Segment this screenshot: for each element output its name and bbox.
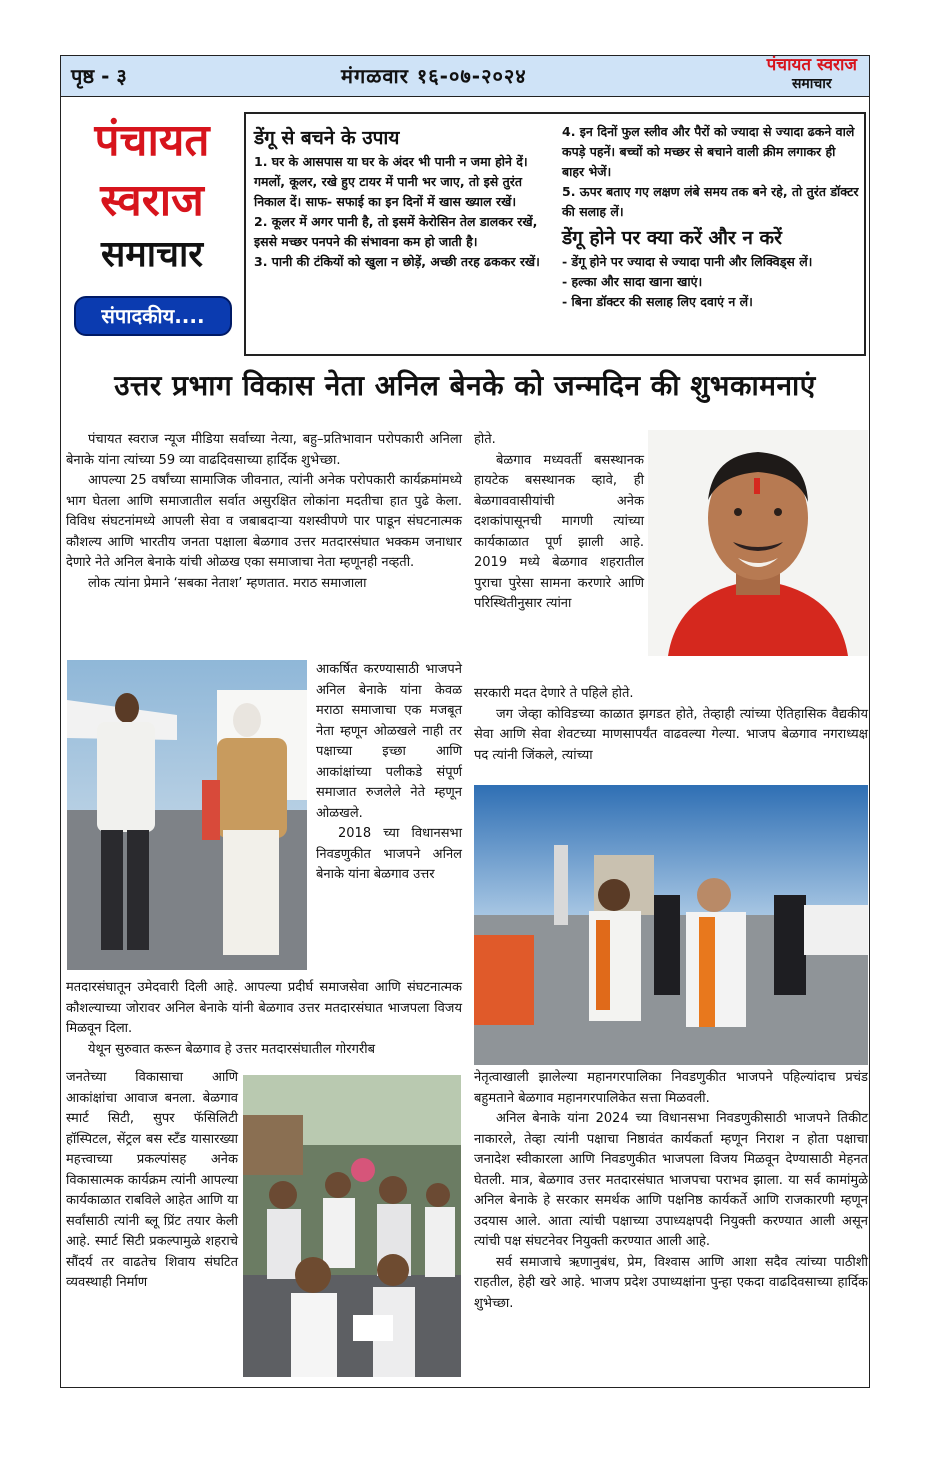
article-paragraph: पंचायत स्वराज न्यूज मीडिया सर्वाच्या नेत्या, बहु–प्रतिभावान परोपकारी अनिला बेनाके यांना त्यांच्या 59 व्या वाढदिवसाच्या हार्दिक शुभेच्छा. (66, 432, 462, 468)
page-number: पृष्ठ - ३ (71, 64, 127, 88)
article-paragraph: बेळगाव मध्यवर्ती बसस्थानक हायटेक बसस्थानक व्हावे, ही बेळगाववासीयांची अनेक दशकांपासूनची मागणी त्यांच्या कार्यकाळात पूर्ण झाली आहे. 2019 मध्ये बेळगाव शहरातील पुराचा पुरेसा सामना करणारे आणि परिस्थितीनुसार त्यांना (474, 452, 644, 611)
article-paragraph: आपल्या 25 वर्षांच्या सामाजिक जीवनात, त्यांनी अनेक परोपकारी कार्यक्रमांमध्ये भाग घेतला आणि समाजातील सर्वात असुरक्षित लोकांना मदतीचा हात पुढे केला. विविध संघटनांमध्ये आपली सेवा व जबाबदाऱ्या यशस्वीपणे पार पाडून संघटनात्मक कौशल्य आणि भारतीय जनता पक्षाला बेळगाव उत्तर मतदारसंघात भक्कम जनाधार देणारे नेते अनिल बेनाके यांची ओळख एका समाजाचा नेता म्हणूनही नव्हती. (66, 473, 462, 570)
article-paragraph: सरकारी मदत देणारे ते पहिले होते. (474, 686, 634, 701)
page-header (61, 56, 869, 97)
issue-date: मंगळवार १६-०७-२०२४ (341, 64, 527, 88)
article-paragraph: येथून सुरुवात करून बेळगाव हे उत्तर मतदारसंघातील गोरगरीब (88, 1041, 376, 1057)
dengue-tip: 5. ऊपर बताए गए लक्षण लंबे समय तक बने रहे, तो तुरंत डॉक्टर की सलाह लें। (562, 184, 859, 219)
dengue-tip: 3. पानी की टंकियों को खुला न छोड़ें, अच्छी तरह ढककर रखें। (254, 254, 540, 269)
header-brand-line2: समाचार (791, 76, 832, 92)
article-paragraph: होते. (474, 432, 496, 447)
dengue-tip: 2. कूलर में अगर पानी है, तो इसमें केरोसिन तेल डालकर रखें, इससे मच्छर पनपने की संभावना कम हो जाती है। (254, 214, 538, 249)
editorial-badge: संपादकीय.... (74, 296, 232, 336)
article-headline: उत्तर प्रभाग विकास नेता अनिल बेनके को जन्मदिन की शुभकामनाएं (114, 369, 816, 402)
article-paragraph: सर्व समाजाचे ऋणानुबंध, प्रेम, विश्वास आणि आशा सदैव त्यांच्या पाठीशी राहतील, हेही खरे आहे. भाजप प्रदेश उपाध्यक्षांना पुन्हा एकदा वाढदिवसाच्या हार्दिक शुभेच्छा. (474, 1254, 868, 1311)
masthead-line3: समाचार (100, 234, 204, 275)
article-paragraph: लोक त्यांना प्रेमाने ‘सबका नेताश’ म्हणतात. मराठ समाजाला (88, 575, 367, 591)
article-paragraph: अनिल बेनाके यांना 2024 च्या विधानसभा निवडणुकीसाठी भाजपने तिकीट नाकारले, तेव्हा त्यांनी पक्षाचा निष्ठावंत कार्यकर्ता म्हणून निराश न होता पक्षाचा जनादेश स्वीकारला आणि निवडणुकीत भाजपला विजय मिळवून देण्यासाठी मेहनत घेतली. मात्र, बेळगाव उत्तर मतदारसंघात भाजपचा पराभव झाला. या सर्व कामांमुळे अनिल बेनाके हे सरकार समर्थक आणि पक्षनिष्ठ कार्यकर्ते आणि राजकारणी म्हणून उदयास आले. आता त्यांची पक्षाच्या उपाध्यक्षपदी नियुक्ती करण्यात आली असून त्यांची पक्ष संघटनेवर नियुक्ती करण्यात आली आहे. (474, 1111, 868, 1249)
article-col1-top (66, 430, 462, 594)
article-col2-bottom (474, 1068, 868, 1314)
dengue-do: - हल्का और सादा खाना खाएं। (562, 274, 703, 289)
article-paragraph: नेतृत्वाखाली झालेल्या महानगरपालिका निवडणुकीत भाजपने पहिल्यांदाच प्रचंड बहुमताने बेळगाव महानगरपालिकेत सत्ता मिळवली. (474, 1070, 868, 1106)
header-brand (767, 56, 857, 94)
article-col1-bottom (66, 1068, 238, 1294)
article-paragraph: 2018 च्या विधानसभा निवडणुकीत भाजपने अनिल बेनाके यांना बेळगाव उत्तर (316, 826, 462, 882)
article-col2-mid (474, 684, 868, 766)
article-paragraph: जनतेच्या विकासाचा आणि आकांक्षांचा आवाज बनला. बेळगाव स्मार्ट सिटी, सुपर फॅसिलिटी हॉस्पिटल, सेंट्रल बस स्टँड यासारख्या महत्त्वाच्या प्रकल्पांसह अनेक विकासात्मक कार्यक्रम त्यांनी आपल्या कार्यकाळात राबविले आहेत आणि या सर्वांसाठी त्यांनी ब्लू प्रिंट तयार केली आहे. स्मार्ट सिटी प्रकल्पामुळे शहराचे सौंदर्य तर वाढतेच शिवाय संघटित व्यवस्थाही निर्माण (66, 1070, 238, 1290)
masthead-line2: स्वराज (100, 175, 204, 226)
article-paragraph: मतदारसंघातून उमेदवारी दिली आहे. आपल्या प्रदीर्घ समाजसेवा आणि संघटनात्मक कौशल्याच्या जोरावर अनिल बेनाके यांनी बेळगाव उत्तर मतदारसंघात भाजपला विजय मिळवून दिला. (66, 980, 462, 1036)
dengue-title: डेंगू से बचने के उपाय (254, 127, 400, 149)
article-paragraph: जग जेव्हा कोविडच्या काळात झगडत होते, तेव्हाही त्यांच्या ऐतिहासिक वैद्यकीय सेवा आणि सेवा शेवटच्या माणसापर्यंत वाढवल्या गेल्या. भाजप बेळगाव नगराध्यक्ष पद त्यांनी जिंकले, त्यांच्या (474, 706, 868, 763)
photo-crowd (243, 1075, 461, 1377)
article-col1-full (66, 978, 462, 1060)
dengue-tip: 1. घर के आसपास या घर के अंदर भी पानी न जमा होने दें। गमलों, कूलर, रखे हुए टायर में पानी भर जाए, तो इसे तुरंत निकाल दें। साफ- सफाई का इन दिनों में खास ख्याल रखें। (254, 154, 528, 209)
photo-portrait (648, 430, 868, 656)
photo-greeting (67, 660, 307, 970)
photo-handshake (474, 785, 868, 1065)
dengue-col-left (254, 122, 552, 272)
article-paragraph: आकर्षित करण्यासाठी भाजपने अनिल बेनाके यांना केवळ मराठा समाजाचा एक मजबूत नेता म्हणून ओळखले नाही तर पक्षाच्या इच्छा आणि आकांक्षांच्या पलीकडे संपूर्ण समाजात रुजलेले नेते म्हणून ओळखले. (316, 662, 462, 821)
article-col2-top (474, 430, 644, 615)
dengue-col-right (562, 122, 860, 312)
dengue-do: - बिना डॉक्टर की सलाह लिए दवाएं न लें। (562, 294, 753, 309)
dengue-subtitle: डेंगू होने पर क्या करें और न करें (562, 227, 782, 249)
header-brand-line1: पंचायत स्वराज (766, 55, 857, 75)
article-col1-mid (316, 660, 462, 886)
dengue-tip: 4. इन दिनों फुल स्लीव और पैरों को ज्यादा से ज्यादा ढकने वाले कपड़े पहनें। बच्चों को मच्छर से बचाने वाली क्रीम लगाकर ही बाहर भेजें। (562, 124, 855, 179)
dengue-do: - डेंगू होने पर ज्यादा से ज्यादा पानी और लिक्विड्स लें। (562, 254, 813, 269)
masthead-line1: पंचायत (94, 115, 210, 166)
dengue-tips-box (244, 112, 866, 356)
